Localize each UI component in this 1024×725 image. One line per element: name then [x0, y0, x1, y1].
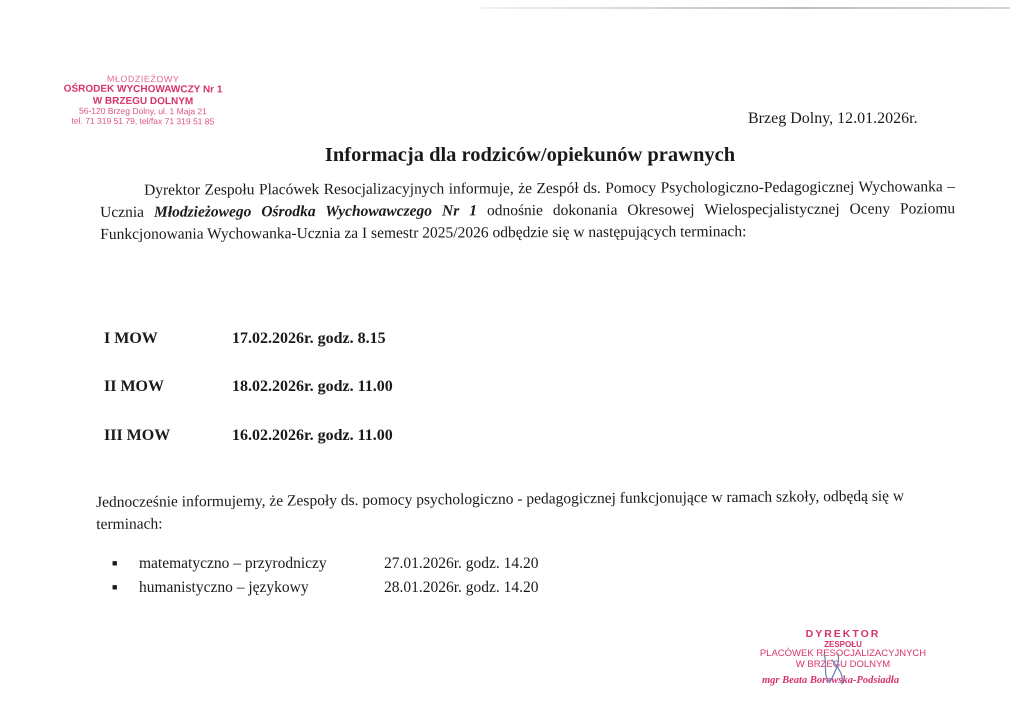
team-name: matematyczno – przyrodniczy: [139, 555, 327, 572]
team-name: humanistyczno – językowy: [139, 579, 309, 596]
schedule-row: [104, 378, 393, 396]
schedule-row: [104, 330, 386, 348]
team-date: 28.01.2026r. godz. 14.20: [384, 579, 539, 596]
director-stamp-line: W BRZEGU DOLNYM: [795, 659, 891, 671]
intro-text: odnośnie dokonania Okresowej Wielospecjalistycznej Oceny Poziomu Funkcjonowania Wychowanka-Ucznia za I semestr 2025/2026 odbędzie się w następujących terminach:: [100, 200, 956, 243]
document-title: Informacja dla rodziców/opiekunów prawnych: [324, 144, 736, 166]
list-item: [112, 579, 539, 603]
school-stamp-line: MŁODZIEŻOWY: [106, 73, 180, 85]
institution-name: Młodzieżowego Ośrodka Wychowawczego Nr 1: [153, 202, 477, 221]
school-stamp-line: OŚRODEK WYCHOWAWCZY Nr 1: [63, 83, 223, 96]
school-stamp-line: tel. 71 319 51 79, tel/fax 71 319 51 85: [71, 115, 215, 127]
schedule-date: 16.02.2026r. godz. 11.00: [232, 427, 393, 444]
schedule-date: 18.02.2026r. godz. 11.00: [232, 378, 393, 395]
director-stamp-line: ZESPOŁU: [824, 640, 862, 650]
second-paragraph-text: Jednocześnie informujemy, że Zespoły ds. pomocy psychologiczno - pedagogicznej funkcjonujące w ramach szkoły, odbędą się w terminach:: [96, 487, 905, 533]
director-stamp-line: DYREKTOR: [805, 628, 881, 640]
team-date: 27.01.2026r. godz. 14.20: [384, 555, 539, 572]
school-stamp-line: 56-120 Brzeg Dolny, ul. 1 Maja 21: [78, 106, 207, 117]
teams-list: [112, 555, 539, 603]
intro-paragraph: [100, 176, 955, 246]
schedule-unit-label: I MOW: [104, 330, 158, 347]
list-item: [112, 555, 539, 579]
handwritten-signature: [818, 650, 848, 686]
second-paragraph: [96, 486, 916, 536]
schedule-unit-label: II MOW: [104, 378, 164, 395]
school-stamp: [48, 74, 238, 128]
scan-top-edge-line: [480, 7, 1010, 9]
schedule-row: [104, 427, 393, 445]
square-bullet-icon: ■: [112, 582, 118, 592]
place-and-date: Brzeg Dolny, 12.01.2026r.: [748, 110, 918, 127]
schedule-date: 17.02.2026r. godz. 8.15: [232, 330, 386, 347]
director-stamp-line: PLACÓWEK RESOCJALIZACYJNYCH: [759, 648, 927, 660]
intro-text: Dyrektor Zespołu Placówek Resocjalizacyjnych informuje, że Zespół ds. Pomocy Psychologiczno-Pedagogicznej Wychowanka – Ucznia: [100, 178, 956, 221]
director-name: mgr Beata Borowska-Podsiadła: [762, 675, 900, 687]
school-stamp-line: W BRZEGU DOLNYM: [92, 95, 194, 108]
square-bullet-icon: ■: [112, 558, 118, 568]
schedule-unit-label: III MOW: [104, 427, 171, 444]
